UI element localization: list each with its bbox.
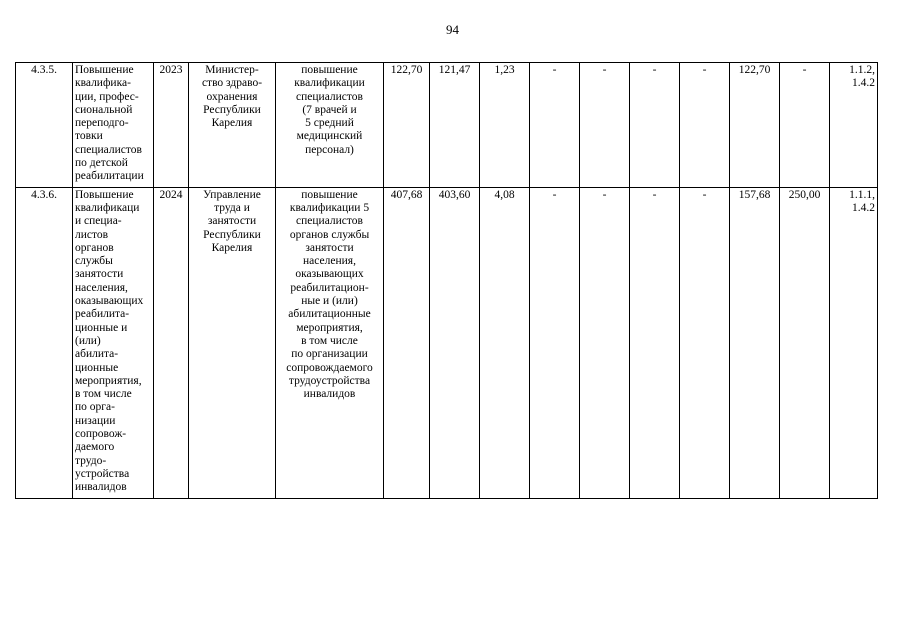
cell-measure-name-line: ционные [75, 361, 119, 374]
cell-result-line: специалистов [296, 215, 363, 228]
cell-value-v4: - [530, 187, 580, 498]
cell-measure-name-line: службы [75, 255, 113, 268]
cell-value-v9: - [780, 63, 830, 188]
cell-value-v8: 122,70 [730, 63, 780, 188]
cell-measure-name-line: устройства [75, 467, 130, 480]
cell-executor-line: Республики [203, 228, 261, 241]
cell-measure-name-line: и специа- [75, 215, 122, 228]
cell-measure-name-line: по детской [75, 157, 128, 170]
cell-result-line: специалистов [296, 90, 363, 103]
cell-measure-name-line: реабилитации [75, 170, 144, 183]
cell-result-line: абилитационные [288, 308, 371, 321]
cell-measure-name-line: реабилита- [75, 308, 130, 321]
cell-executor-line: занятости [207, 215, 257, 228]
cell-value-v9: 250,00 [780, 187, 830, 498]
cell-result-line: ные и (или) [301, 295, 358, 308]
cell-measure-name-line: в том числе [75, 388, 132, 401]
cell-executor-line: ство здраво- [201, 77, 263, 90]
cell-measure-name-line: населения, [75, 281, 128, 294]
cell-executor-line: Карелия [211, 117, 253, 130]
cell-measure-name-line: Повышение [75, 64, 134, 76]
cell-reference-line: 1.1.1, [849, 188, 875, 201]
cell-value-v2: 403,60 [430, 187, 480, 498]
cell-result [276, 187, 384, 498]
cell-measure-name-line: трудо- [75, 454, 107, 467]
cell-result-line: в том числе [301, 334, 358, 347]
cell-measure-name-line: даемого [75, 441, 115, 454]
cell-result-line: повышение [301, 64, 358, 76]
cell-reference [830, 63, 878, 188]
cell-result-line: по организации [291, 348, 368, 361]
cell-result-line: (7 врачей и [302, 103, 357, 116]
cell-year: 2023 [154, 63, 189, 188]
cell-reference-line: 1.4.2 [852, 201, 875, 214]
cell-measure-name [73, 63, 154, 188]
cell-measure-name-line: (или) [75, 334, 101, 347]
cell-measure-name-line: ции, профес- [75, 90, 139, 103]
cell-value-v7: - [680, 63, 730, 188]
cell-result-line: повышение [301, 188, 358, 201]
cell-result-line: органов службы [289, 228, 370, 241]
cell-value-v6: - [630, 187, 680, 498]
cell-measure-name-line: мероприятия, [75, 374, 142, 387]
cell-item-number: 4.3.6. [16, 187, 73, 498]
cell-result-line: трудоустройства [288, 374, 371, 387]
cell-measure-name-line: товки [75, 130, 103, 143]
cell-result [276, 63, 384, 188]
cell-year: 2024 [154, 187, 189, 498]
cell-measure-name-line: абилита- [75, 348, 119, 361]
cell-measure-name-line: занятости [75, 268, 124, 281]
cell-result-line: инвалидов [303, 388, 356, 401]
cell-result-line: сопровождаемого [286, 361, 373, 374]
cell-result-line: занятости [305, 241, 354, 254]
cell-result-line: мероприятия, [296, 321, 363, 334]
cell-measure-name-line: квалифика- [75, 77, 131, 90]
cell-value-v2: 121,47 [430, 63, 480, 188]
cell-measure-name-line: органов [75, 241, 114, 254]
cell-reference-line: 1.1.2, [849, 64, 875, 76]
cell-value-v5: - [580, 63, 630, 188]
cell-measure-name-line: сиональной [75, 103, 133, 116]
cell-value-v3: 1,23 [480, 63, 530, 188]
cell-result-line: персонал) [305, 143, 354, 156]
cell-measure-name-line: листов [75, 228, 109, 241]
cell-value-v6: - [630, 63, 680, 188]
cell-measure-name-line: оказывающих [75, 295, 144, 308]
measures-table [15, 62, 878, 499]
page-number: 94 [446, 22, 459, 37]
cell-result-line: квалификации [294, 77, 365, 90]
cell-reference-line: 1.4.2 [852, 77, 875, 90]
cell-result-line: квалификации 5 [289, 201, 370, 214]
cell-measure-name-line: сопровож- [75, 428, 127, 441]
cell-result-line: 5 средний [305, 117, 354, 130]
cell-executor-line: труда и [214, 201, 250, 214]
cell-result-line: реабилитацион- [290, 281, 369, 294]
cell-value-v7: - [680, 187, 730, 498]
cell-value-v1: 407,68 [384, 187, 430, 498]
cell-executor [189, 187, 276, 498]
table-row [16, 187, 878, 498]
cell-item-number: 4.3.5. [16, 63, 73, 188]
cell-value-v1: 122,70 [384, 63, 430, 188]
cell-measure-name [73, 187, 154, 498]
cell-executor-line: Республики [203, 103, 261, 116]
cell-measure-name-line: специалистов [75, 143, 142, 156]
cell-value-v3: 4,08 [480, 187, 530, 498]
cell-executor-line: Министер- [205, 64, 259, 76]
cell-measure-name-line: Повышение [75, 188, 134, 201]
cell-measure-name-line: инвалидов [75, 481, 127, 494]
cell-value-v4: - [530, 63, 580, 188]
cell-executor-line: Карелия [211, 241, 253, 254]
cell-result-line: медицинский [296, 130, 363, 143]
cell-executor-line: Управление [203, 188, 261, 201]
cell-executor [189, 63, 276, 188]
cell-measure-name-line: квалификаци [75, 201, 140, 214]
cell-measure-name-line: низации [75, 414, 116, 427]
cell-executor-line: охранения [206, 90, 258, 103]
cell-value-v5: - [580, 187, 630, 498]
cell-reference [830, 187, 878, 498]
cell-measure-name-line: переподго- [75, 117, 129, 130]
cell-measure-name-line: ционные и [75, 321, 128, 334]
cell-result-line: населения, [303, 255, 356, 268]
cell-value-v8: 157,68 [730, 187, 780, 498]
cell-measure-name-line: по орга- [75, 401, 115, 414]
table-row [16, 63, 878, 188]
cell-result-line: оказывающих [295, 268, 364, 281]
